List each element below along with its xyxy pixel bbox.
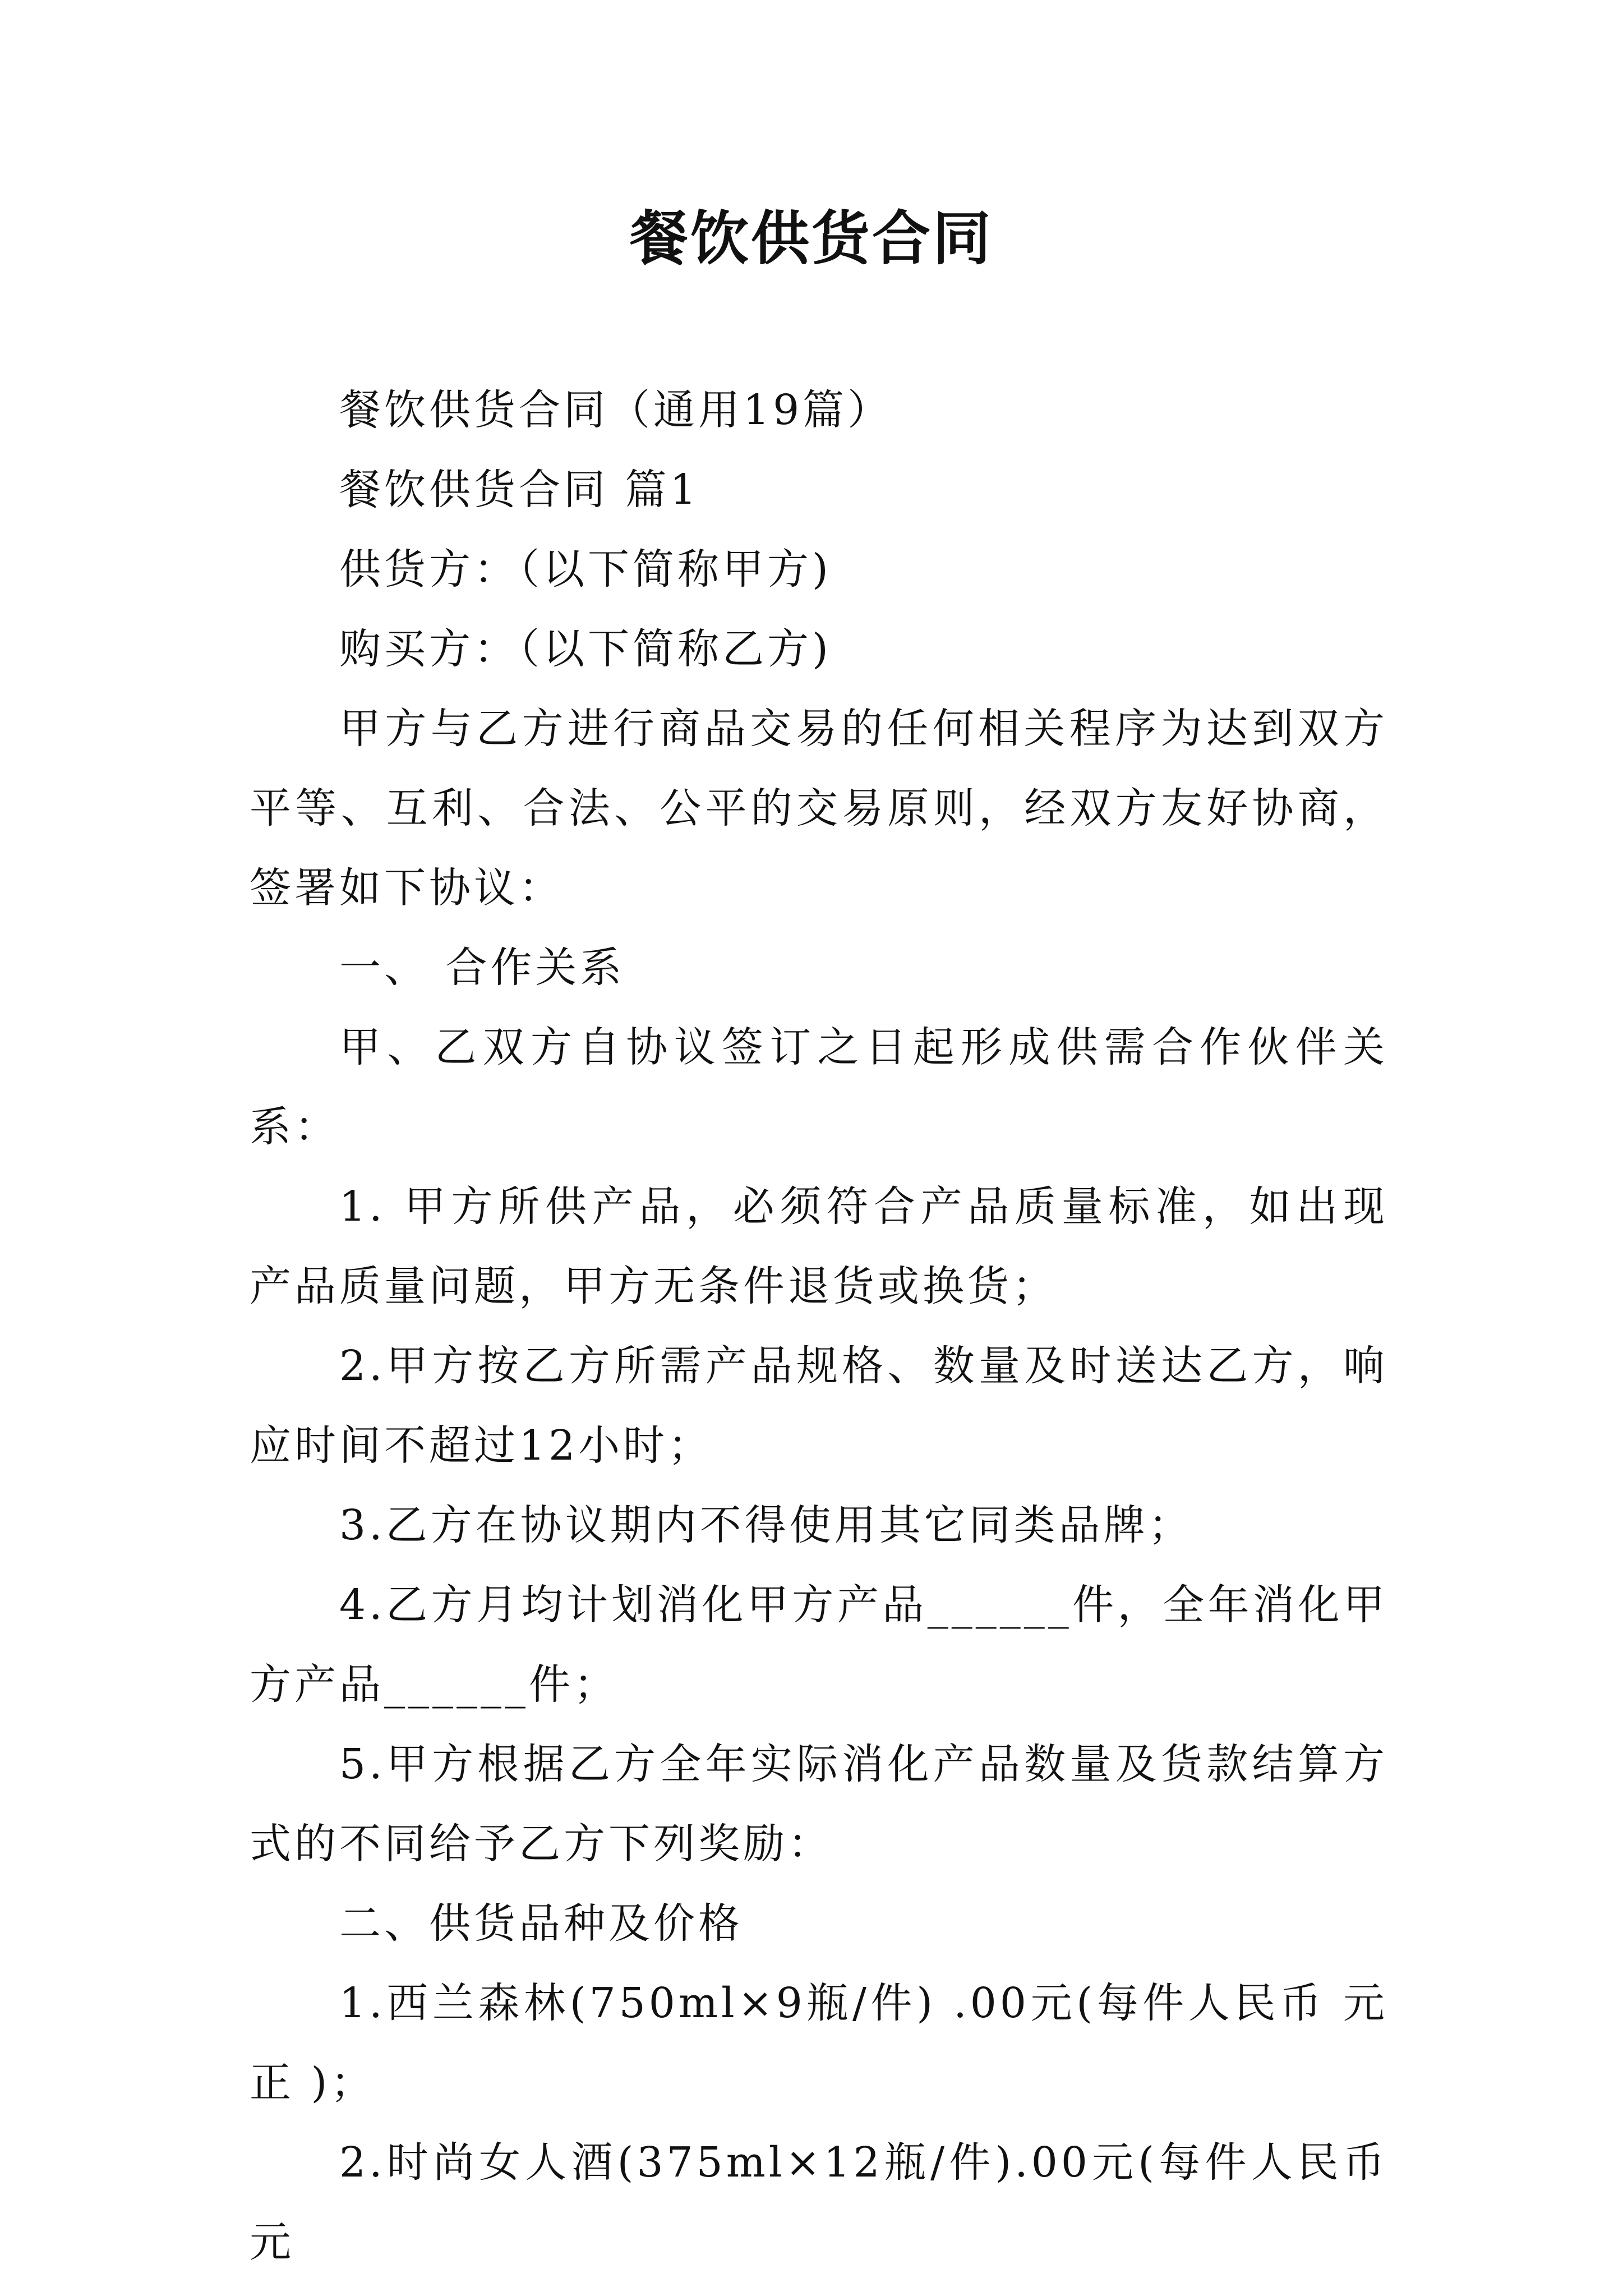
paragraph-buyer: 购买方：（以下简称乙方) <box>339 625 832 673</box>
paragraph-clause-2-heading: 二、供货品种及价格 <box>339 1899 743 1948</box>
document-title: 餐饮供货合同 <box>629 204 993 273</box>
paragraph-product-2: 2.时尚女人酒(375ml×12瓶/件).00元(每件人民币 元 <box>250 2138 1388 2266</box>
paragraph-clause-1-intro: 甲、乙双方自协议签订之日起形成供需合作伙伴关系： <box>250 1023 1388 1151</box>
paragraph-item-1: 1. 甲方所供产品，必须符合产品质量标准，如出现产品质量问题，甲方无条件退货或换货； <box>250 1182 1388 1310</box>
paragraph-item-4: 4.乙方月均计划消化甲方产品______件，全年消化甲方产品______件； <box>250 1581 1388 1709</box>
paragraph-supplier: 供货方：（以下简称甲方) <box>339 545 832 593</box>
paragraph-clause-1-heading: 一、 合作关系 <box>339 944 625 992</box>
paragraph-product-1: 1.西兰森林(750ml×9瓶/件) .00元(每件人民币 元正 )； <box>250 1979 1388 2107</box>
paragraph-subtitle: 餐饮供货合同（通用19篇） <box>339 386 893 434</box>
paragraph-item-3: 3.乙方在协议期内不得使用其它同类品牌； <box>339 1501 1193 1549</box>
paragraph-item-5: 5.甲方根据乙方全年实际消化产品数量及货款结算方式的不同给予乙方下列奖励： <box>250 1740 1388 1868</box>
paragraph-item-2: 2.甲方按乙方所需产品规格、数量及时送达乙方，响应时间不超过12小时； <box>250 1342 1388 1470</box>
paragraph-section-heading: 餐饮供货合同 篇1 <box>339 466 700 514</box>
paragraph-preamble: 甲方与乙方进行商品交易的任何相关程序为达到双方平等、互利、合法、公平的交易原则，经双方友好协商，签署如下协议： <box>250 705 1388 912</box>
document-body <box>250 370 1388 2282</box>
